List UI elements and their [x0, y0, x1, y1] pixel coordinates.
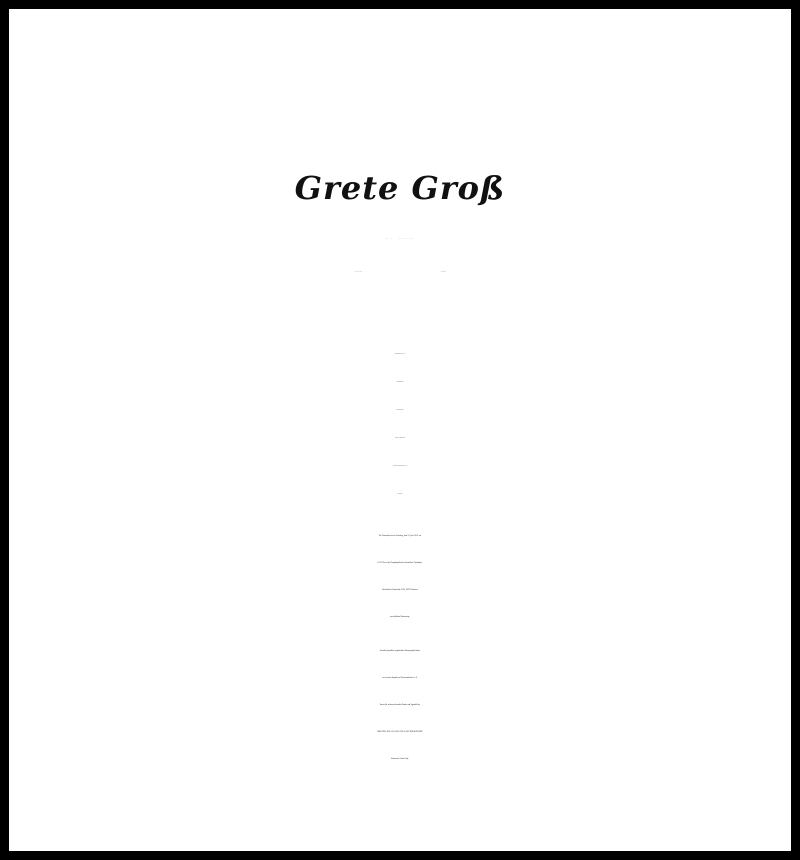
donation-line: Anstelle freundlich zugedachter Blumengrüße bitten	[379, 651, 421, 652]
birth-date: * 24. 11. 1934	[354, 272, 362, 273]
donation-line: Kennwort: Grete Groß.	[391, 759, 409, 760]
service-line: Die Trauerfeier ist am Dienstag, dem 21. Juni 2016, um	[378, 536, 422, 537]
deceased-name: Grete Groß	[294, 169, 506, 207]
maiden-name: geb. Hansen	[385, 239, 415, 240]
death-date: † 7. 6. 2016	[439, 272, 446, 273]
service-line: Osterholzer Heerstraße 32-34, 28327 Bremen;	[382, 590, 418, 591]
service-line: 12.30 Uhr in der Hauptkapelle des Osterholzer Friedhofes,	[377, 563, 423, 564]
donation-line: Verein für schwer erkrankte Kinder und Jugendliche,	[379, 705, 421, 706]
donation-line: IBAN DE45 4005 0150 0000 3700 80, BIC WELADED1MST,	[377, 732, 423, 733]
life-dates	[9, 272, 791, 273]
service-line: anschließend Beisetzung.	[390, 617, 410, 618]
donation-line: wir um eine Spende an Herzenswünsche e. V.,	[382, 678, 418, 679]
